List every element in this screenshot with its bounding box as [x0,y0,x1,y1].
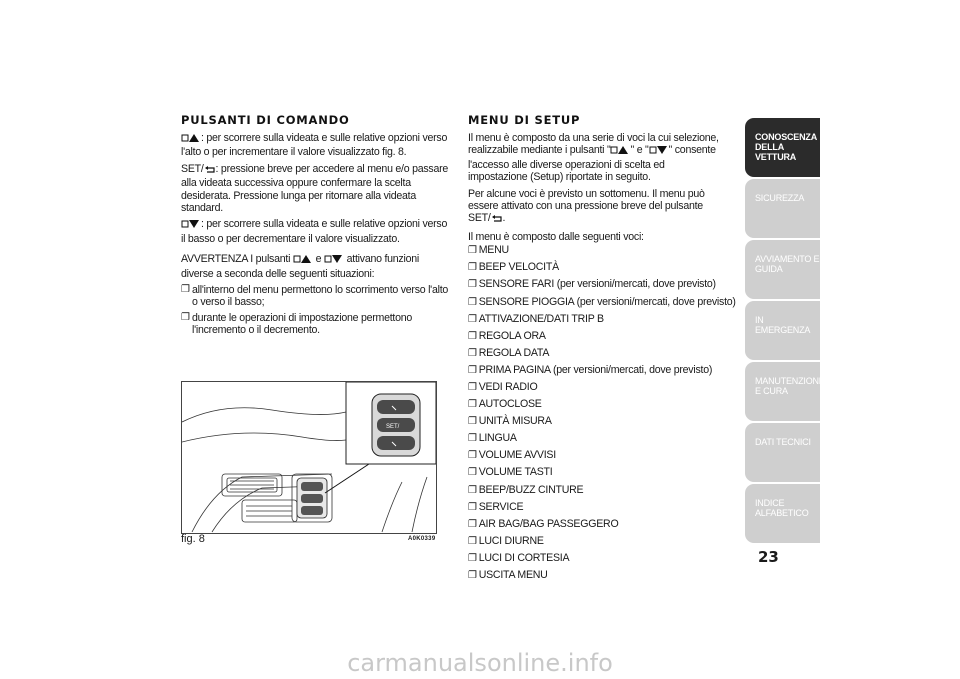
menu-list-item: ❐ LUCI DI CORTESIA [468,551,570,564]
display-down-icon [324,254,344,267]
display-down-icon [181,219,201,232]
tab-chapter[interactable]: SICUREZZA [745,179,820,238]
checkbox-bullet-icon: ❐ [468,433,477,445]
list-item: ❐ all'interno del menu permettono lo scorrimento verso l'alto o verso il basso; [181,284,449,309]
return-arrow-icon [204,165,216,177]
menu-list-item: ❐ SENSORE FARI (per versioni/mercati, dove previsto) [468,278,716,291]
checkbox-bullet-icon: ❐ [468,330,477,342]
checkbox-bullet-icon: ❐ [468,347,477,359]
display-up-icon [181,133,201,146]
menu-list-item: ❐ ATTIVAZIONE/DATI TRIP B [468,312,604,325]
paragraph-warning: AVVERTENZA I pulsanti e attivano funzioni diverse a seconda delle seguenti situazioni: [181,253,419,280]
checkbox-bullet-icon: ❐ [468,484,477,496]
figure-8-illustration [181,381,437,534]
checkbox-bullet-icon: ❐ [468,467,477,479]
menu-list-item: ❐ REGOLA DATA [468,346,550,359]
figure-code: A0K0339 [408,536,436,542]
display-up-icon [293,254,313,267]
menu-items-list [468,244,736,586]
checkbox-bullet-icon: ❐ [468,501,477,513]
menu-list-item: ❐ MENU [468,244,509,257]
page-number: 23 [758,548,779,566]
checkbox-bullet-icon: ❐ [468,518,477,530]
figure-caption: fig. 8 [181,533,205,545]
tab-chapter[interactable]: INDICE ALFABETICO [745,484,820,543]
tab-chapter[interactable]: IN EMERGENZA [745,301,820,360]
menu-list-item: ❐ LINGUA [468,432,517,445]
checkbox-bullet-icon: ❐ [468,313,477,325]
list-item: ❐ durante le operazioni di impostazione permettono l'incremento o il decremento. [181,311,413,337]
menu-list-item: ❐ USCITA MENU [468,569,548,582]
display-up-icon [610,145,630,158]
tab-chapter[interactable]: CONOSCENZA DELLA VETTURA [745,118,820,177]
menu-list-item: ❐ SERVICE [468,500,524,513]
checkbox-bullet-icon: ❐ [468,552,477,564]
menu-list-item: ❐ VOLUME TASTI [468,466,553,479]
keypad-set-label: SET/ [386,424,400,430]
display-down-icon [649,145,669,158]
menu-list-item: ❐ UNITÀ MISURA [468,415,552,428]
menu-list-item: ❐ AIR BAG/BAG PASSEGGERO [468,517,619,530]
menu-list-item: ❐ SENSORE PIOGGIA (per versioni/mercati, dove previsto) [468,295,736,308]
checkbox-bullet-icon: ❐ [468,416,477,428]
right-column [468,113,736,586]
chapter-tabs [745,118,825,545]
menu-list-item: ❐ VOLUME AVVISI [468,449,556,462]
checkbox-bullet-icon: ❐ [468,245,477,257]
section-heading-menu-setup: MENU DI SETUP [468,113,581,127]
checkbox-bullet-icon: ❐ [468,279,477,291]
menu-list-item: ❐ VEDI RADIO [468,381,538,393]
checkbox-bullet-icon: ❐ [468,382,477,393]
paragraph-submenu: Per alcune voci è previsto un sottomenu. Il menu può essere attivato con una pressione breve del pulsante SET/ . [468,188,723,227]
checkbox-bullet-icon: ❐ [468,364,477,376]
checkbox-bullet-icon: ❐ [468,570,477,582]
checkbox-bullet-icon: ❐ [181,311,190,323]
checkbox-bullet-icon: ❐ [181,284,190,296]
paragraph-menu-intro: Il menu è composto da una serie di voci la cui selezione, realizzabile mediante i pulsanti " " e " " consente l'accesso alle diverse operazioni di scelta ed impostazione (Setup) riportate in seguito. [468,132,719,184]
paragraph-set-button: SET/ : pressione breve per accedere al menu e/o passare alla videata successiva oppure confermare la scelta desiderata. Pressione lunga per ritornare alla videata standard. [181,162,449,215]
menu-list-item: ❐ REGOLA ORA [468,329,546,342]
checkbox-bullet-icon: ❐ [468,262,477,274]
watermark: carmanualsonline.info [347,649,613,677]
menu-list-item: ❐ BEEP/BUZZ CINTURE [468,483,584,496]
left-column [181,113,453,340]
paragraph-menu-list-intro: Il menu è composto dalle seguenti voci: [468,230,644,243]
tab-chapter[interactable]: DATI TECNICI [745,423,820,482]
menu-list-item: ❐ PRIMA PAGINA (per versioni/mercati, dove previsto) [468,363,713,376]
paragraph-up-button: : per scorrere sulla videata e sulle relative opzioni verso l'alto o per incrementare il valore visualizzato fig. 8. [181,132,448,159]
paragraph-down-button: : per scorrere sulla videata e sulle relative opzioni verso il basso o per decrementare il valore visualizzato. [181,218,448,245]
tab-chapter[interactable]: MANUTENZIONE E CURA [745,362,820,421]
checkbox-bullet-icon: ❐ [468,296,477,308]
menu-list-item: ❐ BEEP VELOCITÀ [468,261,559,274]
checkbox-bullet-icon: ❐ [468,535,477,547]
return-arrow-icon [491,214,503,226]
menu-list-item: ❐ LUCI DIURNE [468,534,544,547]
checkbox-bullet-icon: ❐ [468,450,477,462]
menu-list-item: ❐ AUTOCLOSE [468,398,542,411]
tab-chapter[interactable]: AVVIAMENTO E GUIDA [745,240,820,299]
checkbox-bullet-icon: ❐ [468,399,477,411]
section-heading-pulsanti: PULSANTI DI COMANDO [181,113,350,127]
